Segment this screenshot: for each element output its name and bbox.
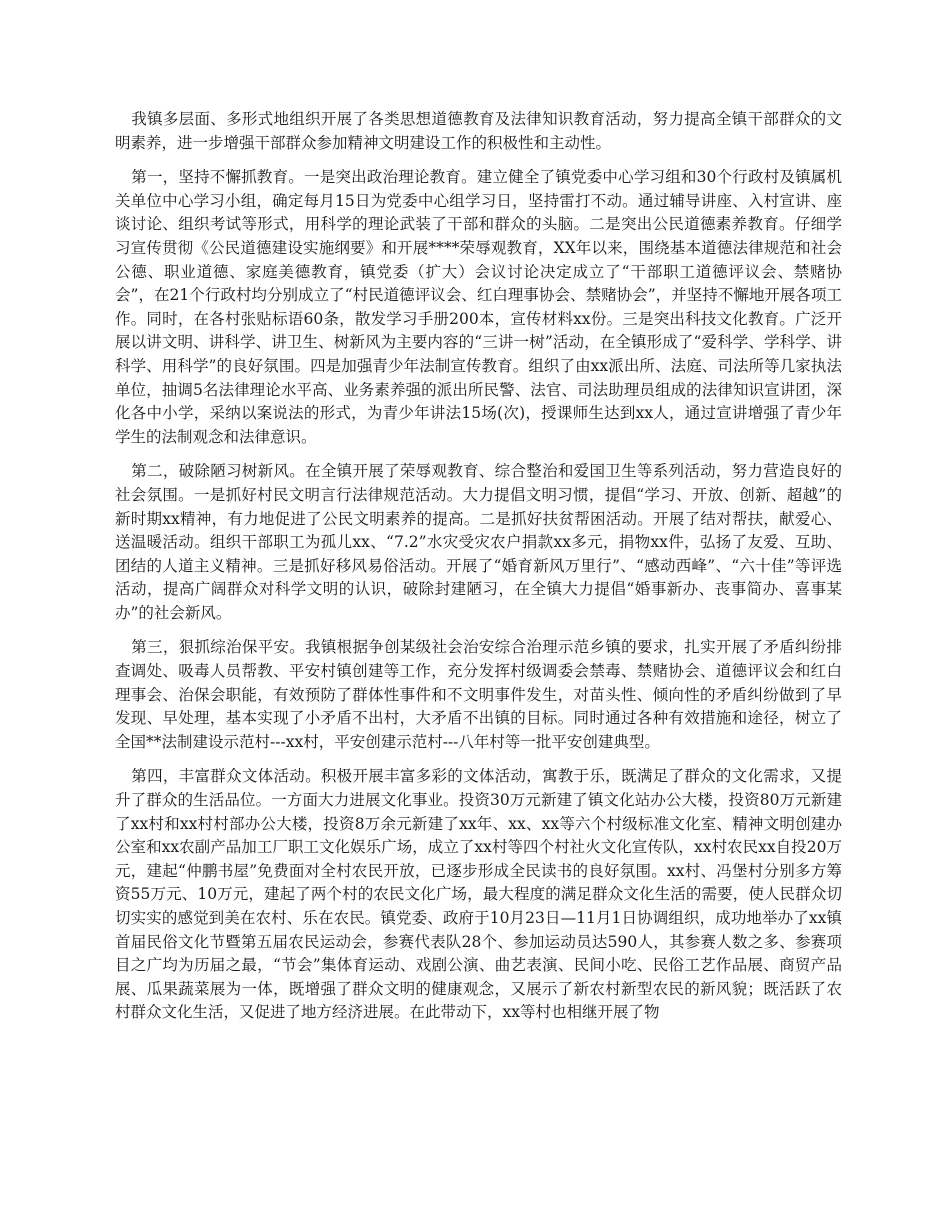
paragraph-culture: 第四，丰富群众文体活动。积极开展丰富多彩的文体活动，寓教于乐，既满足了群众的文化需求，又提升了群众的生活品位。一方面大力进展文化事业。投资30万元新建了镇文化站办公大楼，投资80万元新建了xx村和xx村村部办公大楼，投资8万余元新建了xx年、xx、xx等六个村级标准文化室、精神文明创建办公室和xx农副产品加工厂职工文化娱乐广场，成立了xx村等四个村社火文化宣传队，xx村农民xx自投20万元，建起“仲鹏书屋”免费面对全村农民开放，已逐步形成全民读书的良好氛围。xx村、冯堡村分别多方筹资55万元、10万元，建起了两个村的农民文化广场，最大程度的满足群众文化生活的需要，使人民群众切切实实的感觉到美在农村、乐在农民。镇党委、政府于10月23日—11月1日协调组织，成功地举办了xx镇首届民俗文化节暨第五届农民运动会，参赛代表队28个、参加运动员达590人，其参赛人数之多、参赛项目之广均为历届之最，“节会”集体育运动、戏剧公演、曲艺表演、民间小吃、民俗工艺作品展、商贸产品展、瓜果蔬菜展为一体，既增强了群众文明的健康观念，又展示了新农村新型农民的新风貌；既活跃了农村群众文化生活，又促进了地方经济进展。在此带动下，xx等村也相继开展了物 [115, 767, 842, 1022]
paragraph-customs: 第二，破除陋习树新风。在全镇开展了荣辱观教育、综合整治和爱国卫生等系列活动，努力营造良好的社会氛围。一是抓好村民文明言行法律规范活动。大力提倡文明习惯，提倡“学习、开放、创新、超越”的新时期xx精神，有力地促进了公民文明素养的提高。二是抓好扶贫帮困活动。开展了结对帮扶，献爱心、送温暖活动。组织干部职工为孤儿xx、“7.2”水灾受灾农户捐款xx多元，捐物xx件，弘扬了友爱、互助、团结的人道主义精神。三是抓好移风易俗活动。开展了“婚育新风万里行”、“感动西峰”、“六十佳”等评选活动，提高广阔群众对科学文明的认识，破除封建陋习，在全镇大力提倡“婚事新办、丧事简办、喜事某办”的社会新风。 [115, 462, 842, 622]
document-body [115, 108, 842, 1036]
paragraph-safety: 第三，狠抓综治保平安。我镇根据争创某级社会治安综合治理示范乡镇的要求，扎实开展了矛盾纠纷排查调处、吸毒人员帮教、平安村镇创建等工作，充分发挥村级调委会禁毒、禁赌协会、道德评议会和红白理事会、治保会职能，有效预防了群体性事件和不文明事件发生，对苗头性、倾向性的矛盾纠纷做到了早发现、早处理，基本实现了小矛盾不出村，大矛盾不出镇的目标。同时通过各种有效措施和途径，树立了全国**法制建设示范村---xx村，平安创建示范村---八年村等一批平安创建典型。 [115, 638, 842, 751]
paragraph-intro: 我镇多层面、多形式地组织开展了各类思想道德教育及法律知识教育活动，努力提高全镇干部群众的文明素养，进一步增强干部群众参加精神文明建设工作的积极性和主动性。 [115, 110, 842, 152]
paragraph-education: 第一，坚持不懈抓教育。一是突出政治理论教育。建立健全了镇党委中心学习组和30个行政村及镇属机关单位中心学习小组，确定每月15日为党委中心组学习日，坚持雷打不动。通过辅导讲座、入村宣讲、座谈讨论、组织考试等形式，用科学的理论武装了干部和群众的头脑。二是突出公民道德素养教育。仔细学习宣传贯彻《公民道德建设实施纲要》和开展****荣辱观教育，XX年以来，围绕基本道德法律规范和社会公德、职业道德、家庭美德教育，镇党委（扩大）会议讨论决定成立了“干部职工道德评议会、禁赌协会”，在21个行政村均分别成立了“村民道德评议会、红白理事协会、禁赌协会”，并坚持不懈地开展各项工作。同时，在各村张贴标语60条，散发学习手册200本，宣传材料xx份。三是突出科技文化教育。广泛开展以讲文明、讲科学、讲卫生、树新风为主要内容的“三讲一树”活动，在全镇形成了“爱科学、学科学、讲科学、用科学”的良好氛围。四是加强青少年法制宣传教育。组织了由xx派出所、法庭、司法所等几家执法单位，抽调5名法律理论水平高、业务素养强的派出所民警、法官、司法助理员组成的法律知识宣讲团，深化各中小学，采纳以案说法的形式，为青少年讲法15场(次)，授课师生达到xx人，通过宣讲增强了青少年学生的法制观念和法律意识。 [115, 168, 842, 446]
